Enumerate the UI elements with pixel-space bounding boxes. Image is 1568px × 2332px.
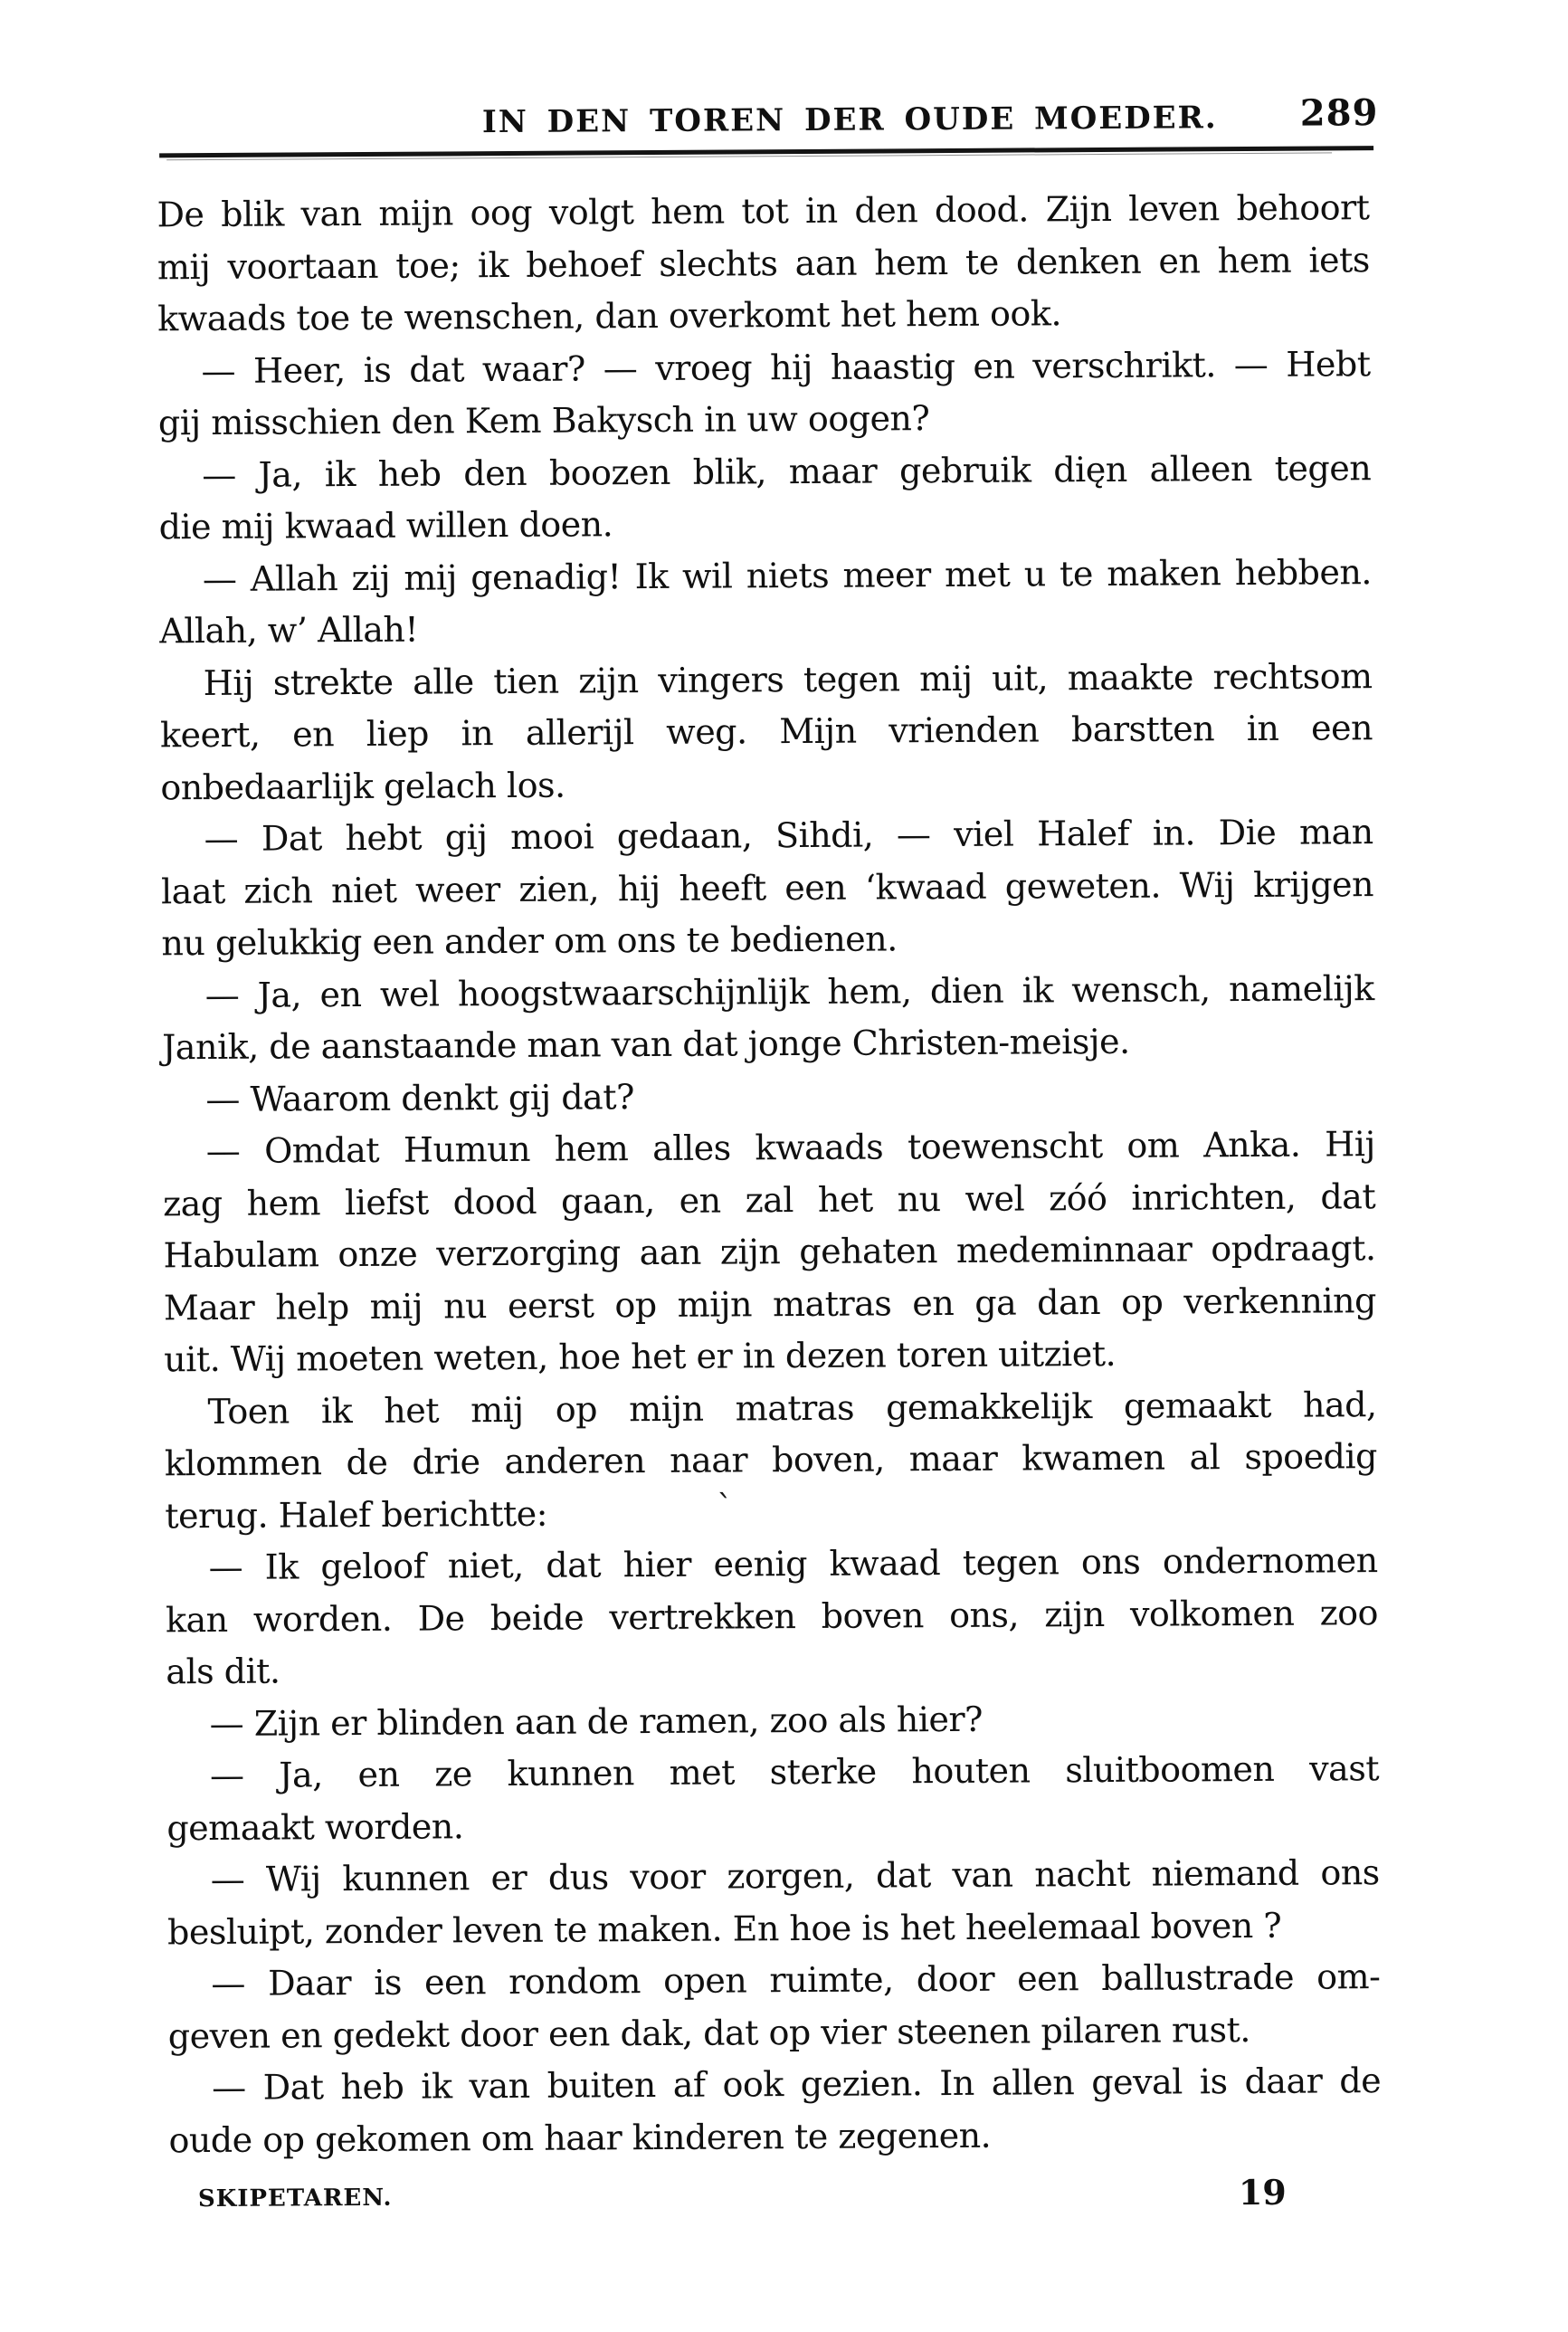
text-line: terug. Halef berichtte:: [165, 1493, 548, 1536]
page-body: [157, 182, 1381, 2166]
paragraph: [164, 1379, 1377, 1543]
paragraph: [157, 338, 1371, 450]
text-line: zag hem liefst dood gaan, en zal het nu wel zóó inrichten, dat: [163, 1176, 1376, 1223]
text-line: — Dat hebt gij mooi gedaan, Sihdi, — viel Halef in. Die man: [204, 812, 1373, 860]
text-line: — Dat heb ik van buiten af ook gezien. In allen geval is daar de: [212, 2061, 1382, 2108]
ink-artifact: `: [717, 1489, 734, 1527]
text-line: als dit.: [166, 1651, 280, 1692]
paragraph: [165, 1535, 1378, 1699]
text-line: gemaakt worden.: [166, 1805, 464, 1848]
paragraph: [166, 1743, 1380, 1854]
text-line: — Ja, ik heb den boozen blik, maar gebruik dięn alleen tegen: [202, 447, 1372, 495]
footer-signature-title: SKIPETAREN.: [197, 2184, 393, 2213]
page-number: 289: [1299, 91, 1379, 135]
text-line: mij voortaan toe; ik behoef slechts aan hem te denken en hem iets: [157, 239, 1370, 287]
text-line: kan worden. De beide vertrekken boven ons, zijn volkomen zoo: [165, 1592, 1379, 1640]
text-line: — Zijn er blinden aan de ramen, zoo als hier?: [209, 1699, 984, 1744]
text-line: uit. Wij moeten weten, hoe het er in dezen toren uitziet.: [164, 1333, 1117, 1380]
text-line: Toen ik het mij op mijn matras gemakkelijk gemaakt had,: [207, 1384, 1377, 1432]
paragraph: [157, 182, 1370, 346]
text-line: gij misschien den Kem Bakysch in uw oogen?: [157, 398, 930, 443]
footer-sheet-number: 19: [1238, 2171, 1287, 2213]
running-head-title: IN DEN TOREN DER OUDE MOEDER.: [481, 100, 1218, 141]
text-line: keert, en liep in allerijl weg. Mijn vrienden barstten in een: [159, 708, 1373, 756]
text-line: — Allah zij mij genadig! Ik wil niets meer met u te maken hebben.: [202, 551, 1373, 599]
paragraph: [162, 1067, 1374, 1127]
header-rule: [159, 146, 1373, 157]
text-line: Allah, w’ Allah!: [159, 609, 419, 652]
text-line: nu gelukkig een ander om ons te bedienen.: [161, 919, 898, 964]
text-line: Hij strekte alle tien zijn vingers tegen mij uit, maakte rechtsom: [203, 655, 1373, 703]
text-line: oude op gekomen om haar kinderen te zegenen.: [168, 2115, 992, 2160]
text-line: die mij kwaad willen doen.: [158, 504, 613, 547]
text-line: klommen de drie anderen naar boven, maar kwamen al spoedig: [164, 1436, 1378, 1484]
text-line: — Wij kunnen er dus voor zorgen, dat van nacht niemand ons: [210, 1852, 1380, 1900]
paragraph: [159, 651, 1373, 814]
text-line: — Ik geloof niet, dat hier eenig kwaad tegen ons ondernomen: [208, 1540, 1378, 1588]
paragraph: [163, 1118, 1377, 1386]
text-line: Maar help mij nu eerst op mijn matras en ga dan op verkenning: [163, 1280, 1376, 1328]
text-line: Habulam onze verzorging aan zijn gehaten medeminnaar opdraagt.: [163, 1228, 1376, 1276]
text-line: laat zich niet weer zien, hij heeft een ‘kwaad geweten. Wij krijgen: [160, 863, 1374, 911]
text-line: — Waarom denkt gij dat?: [205, 1076, 635, 1119]
paragraph: [162, 963, 1375, 1074]
text-line: kwaads toe te wenschen, dan overkomt het hem ook.: [157, 293, 1062, 339]
paragraph: [167, 1951, 1381, 2062]
text-line: besluipt, zonder leven te maken. En hoe is het heelemaal boven ?: [166, 1905, 1282, 1952]
paragraph: [167, 1847, 1381, 1958]
text-line: — Daar is een rondom open ruimte, door een ballustrade om-: [211, 1956, 1381, 2004]
paragraph: [161, 806, 1374, 970]
text-line: — Ja, en ze kunnen met sterke houten sluitboomen vast: [209, 1748, 1380, 1796]
text-line: De blik van mijn oog volgt hem tot in den dood. Zijn leven behoort: [157, 187, 1370, 235]
text-line: onbedaarlijk gelach los.: [160, 765, 565, 807]
text-line: — Ja, en wel hoogstwaarschijnlijk hem, dien ik wensch, namelijk: [204, 967, 1374, 1015]
text-line: — Omdat Humun hem alles kwaads toewenscht om Anka. Hij: [205, 1124, 1375, 1172]
text-line: geven en gedekt door een dak, dat op vier steenen pilaren rust.: [167, 2009, 1251, 2056]
paragraph: [168, 2055, 1382, 2166]
text-line: Janik, de aanstaande man van dat jonge Christen-meisje.: [161, 1021, 1130, 1068]
paragraph: [159, 547, 1373, 658]
text-line: — Heer, is dat waar? — vroeg hij haastig en verschrikt. — Hebt: [201, 343, 1371, 391]
paragraph: [158, 443, 1372, 554]
paragraph: [166, 1691, 1379, 1751]
